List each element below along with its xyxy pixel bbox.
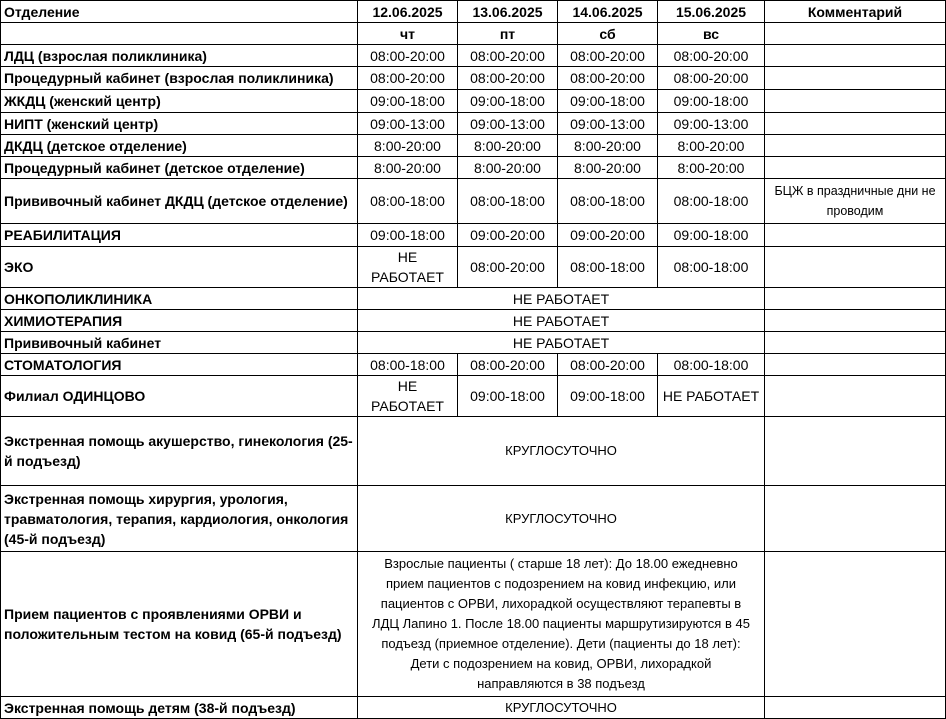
header-dept: Отделение xyxy=(1,1,358,23)
time-cell: 8:00-20:00 xyxy=(358,157,458,179)
time-cell: 08:00-18:00 xyxy=(458,179,558,224)
table-row xyxy=(1,247,946,288)
comment-cell xyxy=(765,135,946,157)
header-row-days xyxy=(1,23,946,45)
time-cell: 08:00-18:00 xyxy=(358,354,458,376)
header-empty xyxy=(765,23,946,45)
dept-name: Экстренная помощь детям (38-й подъезд) xyxy=(1,697,358,719)
time-cell: 08:00-20:00 xyxy=(658,45,765,67)
table-row xyxy=(1,486,946,552)
time-cell: 09:00-13:00 xyxy=(658,113,765,135)
time-cell: 8:00-20:00 xyxy=(458,157,558,179)
time-cell: 09:00-18:00 xyxy=(658,90,765,113)
dept-name: ОНКОПОЛИКЛИНИКА xyxy=(1,288,358,310)
time-cell: 08:00-20:00 xyxy=(558,45,658,67)
merged-cell: Взрослые пациенты ( старше 18 лет): До 18.00 ежедневно прием пациентов с подозрением на ковид инфекцию, или пациентов с ОРВИ, лихорадкой осуществляют терапевты в ЛДЦ Лапино 1. После 18.00 пациенты маршрутизируются в 45 подъезд (приемное отделение). Дети (пациенты до 18 лет): Дети с подозрением на ковид, ОРВИ, лихорадкой направляются в 38 подъезд xyxy=(358,552,765,697)
time-cell: 08:00-18:00 xyxy=(658,354,765,376)
table-row xyxy=(1,288,946,310)
dept-name: Процедурный кабинет (детское отделение) xyxy=(1,157,358,179)
comment-cell xyxy=(765,552,946,697)
dept-name: Филиал ОДИНЦОВО xyxy=(1,376,358,417)
comment-cell: БЦЖ в праздничные дни не проводим xyxy=(765,179,946,224)
table-row xyxy=(1,376,946,417)
dept-name: РЕАБИЛИТАЦИЯ xyxy=(1,224,358,247)
time-cell: 09:00-20:00 xyxy=(458,224,558,247)
comment-cell xyxy=(765,247,946,288)
time-cell: 09:00-18:00 xyxy=(558,90,658,113)
dept-name: Экстренная помощь хирургия, урология, травматология, терапия, кардиология, онкология (45-й подъезд) xyxy=(1,486,358,552)
time-cell: 8:00-20:00 xyxy=(658,157,765,179)
time-cell: 8:00-20:00 xyxy=(358,135,458,157)
header-date: 15.06.2025 xyxy=(658,1,765,23)
merged-cell: НЕ РАБОТАЕТ xyxy=(358,288,765,310)
time-cell: 8:00-20:00 xyxy=(558,157,658,179)
time-cell: НЕ РАБОТАЕТ xyxy=(358,376,458,417)
table-row xyxy=(1,552,946,697)
header-date: 12.06.2025 xyxy=(358,1,458,23)
comment-cell xyxy=(765,45,946,67)
table-row xyxy=(1,310,946,332)
time-cell: 09:00-13:00 xyxy=(458,113,558,135)
table-row xyxy=(1,45,946,67)
header-day: пт xyxy=(458,23,558,45)
time-cell: 09:00-18:00 xyxy=(558,376,658,417)
dept-name: СТОМАТОЛОГИЯ xyxy=(1,354,358,376)
table-row xyxy=(1,697,946,719)
time-cell: 08:00-18:00 xyxy=(658,179,765,224)
header-comment: Комментарий xyxy=(765,1,946,23)
table-row xyxy=(1,113,946,135)
time-cell: НЕ РАБОТАЕТ xyxy=(358,247,458,288)
time-cell: 08:00-20:00 xyxy=(358,67,458,90)
comment-cell xyxy=(765,157,946,179)
header-empty xyxy=(1,23,358,45)
comment-cell xyxy=(765,90,946,113)
header-day: сб xyxy=(558,23,658,45)
table-row xyxy=(1,179,946,224)
table-row xyxy=(1,157,946,179)
time-cell: 08:00-18:00 xyxy=(358,179,458,224)
table-row xyxy=(1,332,946,354)
time-cell: 09:00-18:00 xyxy=(458,376,558,417)
time-cell: 09:00-18:00 xyxy=(358,224,458,247)
comment-cell xyxy=(765,417,946,486)
header-day: вс xyxy=(658,23,765,45)
time-cell: 09:00-13:00 xyxy=(558,113,658,135)
time-cell: 09:00-18:00 xyxy=(658,224,765,247)
comment-cell xyxy=(765,332,946,354)
comment-cell xyxy=(765,288,946,310)
dept-name: НИПТ (женский центр) xyxy=(1,113,358,135)
comment-cell xyxy=(765,486,946,552)
dept-name: ДКДЦ (детское отделение) xyxy=(1,135,358,157)
table-row xyxy=(1,90,946,113)
header-date: 13.06.2025 xyxy=(458,1,558,23)
table-row xyxy=(1,67,946,90)
comment-cell xyxy=(765,67,946,90)
merged-cell: НЕ РАБОТАЕТ xyxy=(358,332,765,354)
dept-name: Прививочный кабинет ДКДЦ (детское отделение) xyxy=(1,179,358,224)
merged-cell: КРУГЛОСУТОЧНО xyxy=(358,417,765,486)
time-cell: 8:00-20:00 xyxy=(458,135,558,157)
time-cell: 09:00-18:00 xyxy=(458,90,558,113)
dept-name: Прививочный кабинет xyxy=(1,332,358,354)
time-cell: 08:00-20:00 xyxy=(458,354,558,376)
time-cell: 08:00-20:00 xyxy=(558,354,658,376)
table-row xyxy=(1,354,946,376)
header-date: 14.06.2025 xyxy=(558,1,658,23)
comment-cell xyxy=(765,113,946,135)
time-cell: 08:00-20:00 xyxy=(458,247,558,288)
merged-cell: НЕ РАБОТАЕТ xyxy=(358,310,765,332)
comment-cell xyxy=(765,310,946,332)
table-row xyxy=(1,417,946,486)
time-cell: 08:00-18:00 xyxy=(558,179,658,224)
time-cell: 8:00-20:00 xyxy=(658,135,765,157)
time-cell: 08:00-20:00 xyxy=(358,45,458,67)
time-cell: 08:00-18:00 xyxy=(658,247,765,288)
merged-cell: КРУГЛОСУТОЧНО xyxy=(358,697,765,719)
dept-name: ЖКДЦ (женский центр) xyxy=(1,90,358,113)
dept-name: Прием пациентов с проявлениями ОРВИ и положительным тестом на ковид (65-й подъезд) xyxy=(1,552,358,697)
dept-name: ХИМИОТЕРАПИЯ xyxy=(1,310,358,332)
table-row xyxy=(1,224,946,247)
comment-cell xyxy=(765,224,946,247)
dept-name: Процедурный кабинет (взрослая поликлиника) xyxy=(1,67,358,90)
dept-name: ЭКО xyxy=(1,247,358,288)
merged-cell: КРУГЛОСУТОЧНО xyxy=(358,486,765,552)
table-row xyxy=(1,135,946,157)
time-cell: 08:00-20:00 xyxy=(458,67,558,90)
comment-cell xyxy=(765,354,946,376)
time-cell: 09:00-18:00 xyxy=(358,90,458,113)
header-day: чт xyxy=(358,23,458,45)
time-cell: 8:00-20:00 xyxy=(558,135,658,157)
dept-name: Экстренная помощь акушерство, гинекология (25-й подъезд) xyxy=(1,417,358,486)
header-row-dates xyxy=(1,1,946,23)
time-cell: 08:00-20:00 xyxy=(458,45,558,67)
time-cell: НЕ РАБОТАЕТ xyxy=(658,376,765,417)
time-cell: 08:00-18:00 xyxy=(558,247,658,288)
time-cell: 09:00-13:00 xyxy=(358,113,458,135)
comment-cell xyxy=(765,376,946,417)
time-cell: 09:00-20:00 xyxy=(558,224,658,247)
time-cell: 08:00-20:00 xyxy=(558,67,658,90)
time-cell: 08:00-20:00 xyxy=(658,67,765,90)
dept-name: ЛДЦ (взрослая поликлиника) xyxy=(1,45,358,67)
comment-cell xyxy=(765,697,946,719)
